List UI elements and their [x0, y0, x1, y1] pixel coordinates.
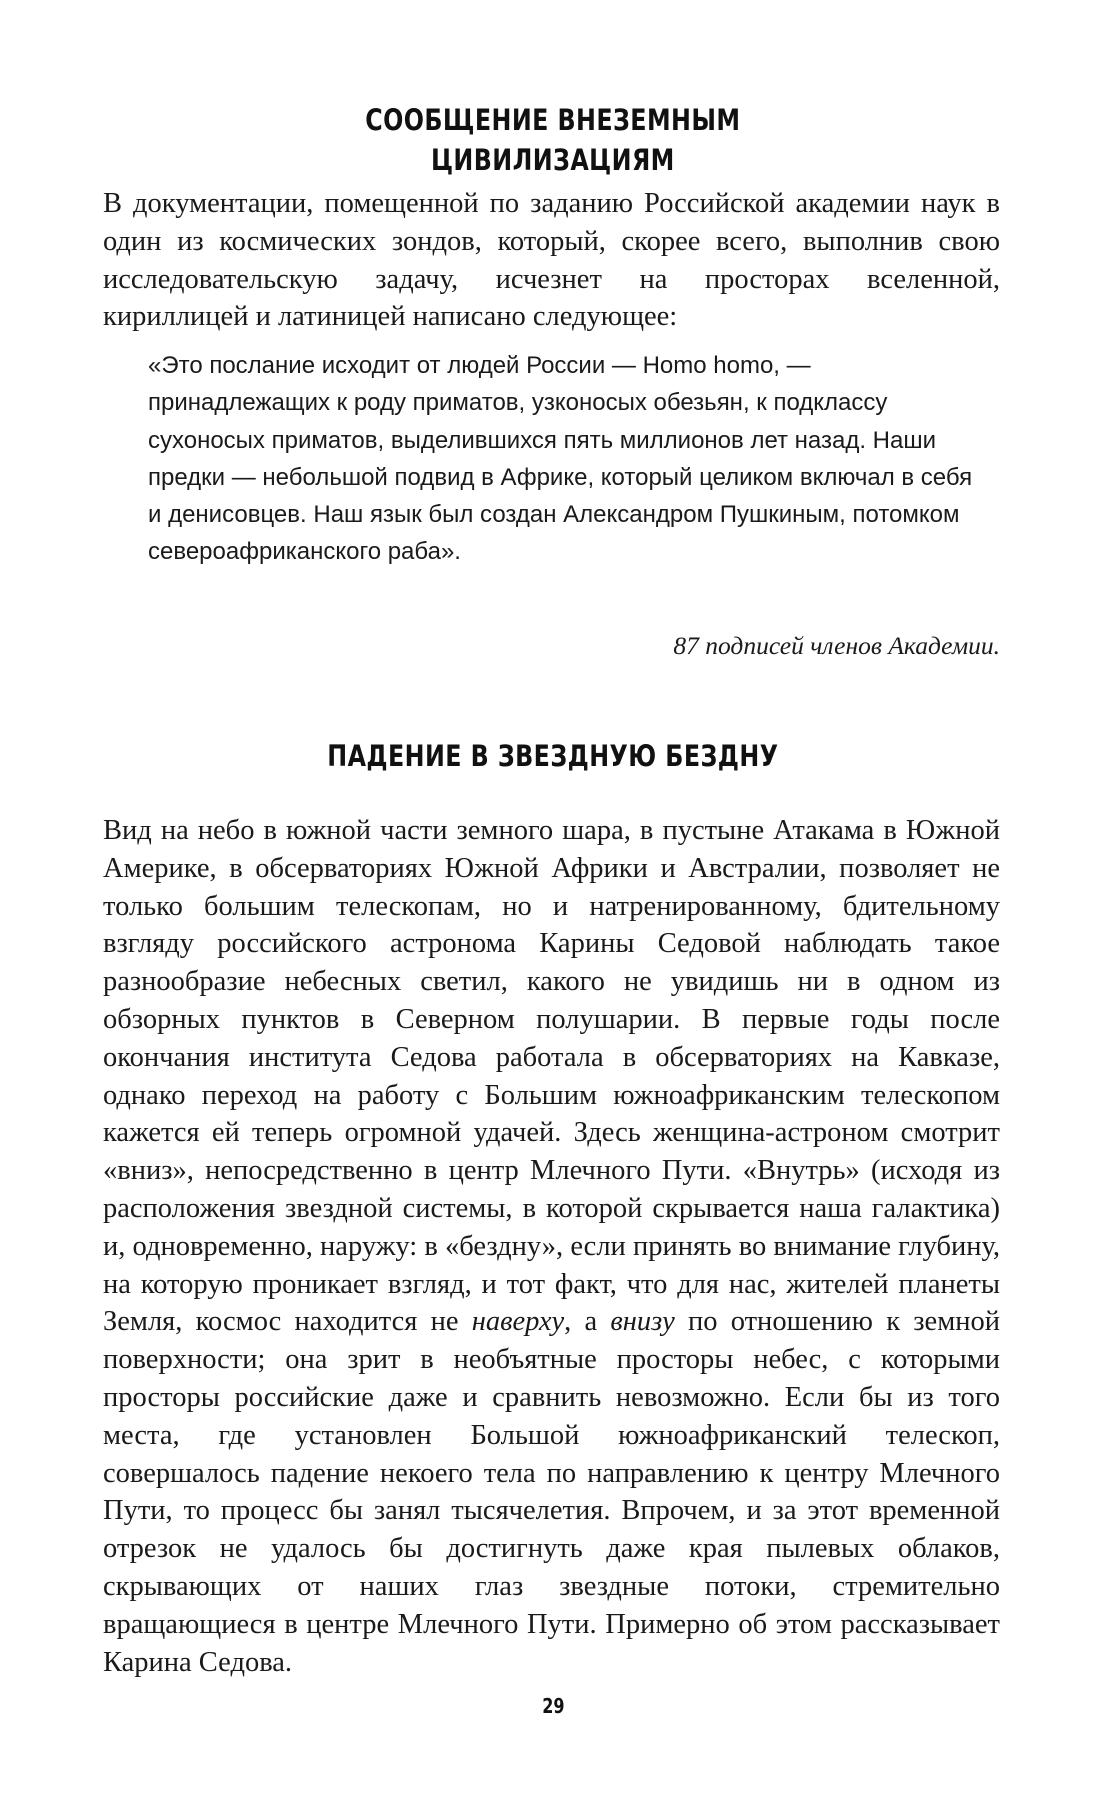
- intro-paragraph: В документации, помещенной по заданию Российской академии наук в один из космических зондов, который, скорее всего, выполнив свою исследовательскую задачу, исчезнет на просторах вселенной, кириллицей и латиницей написано следующее:: [103, 188, 1000, 333]
- quote-paragraph: «Это послание исходит от людей России — Homo homo, — принадлежащих к роду приматов, узконосых обезьян, к подклассу сухоносых приматов, выделившихся пять миллионов лет назад. Наши предки — небольшой подвид в Африке, который целиком включал в себя и денисовцев. Наш язык был создан Александром Пушкиным, потомком североафриканского раба».: [148, 352, 973, 566]
- paragraph-text-3: по отношению к земной поверхности; она зрит в необъятные просторы небес, с которыми просторы российские даже и сравнить невозможно. Если бы из того места, где установлен Большой южноафриканский телескоп, совершалось падение некоего тела по направлению к центру Млечного Пути, то процесс бы занял тысячелетия. Впрочем, и за этот временной отрезок не удалось бы достигнуть даже края пылевых облаков, скрывающих от наших глаз звездные потоки, стремительно вращающиеся в центре Млечного Пути. Примерно об этом рассказывает Карина Седова.: [103, 1306, 1000, 1678]
- emphasis-down: внизу: [610, 1306, 675, 1338]
- section-heading-abyss: [99, 736, 1007, 776]
- paragraph-text-2: , а: [564, 1306, 611, 1338]
- page-number: 29: [542, 1694, 565, 1718]
- heading-line-2: ЦИВИЛИЗАЦИЯМ: [430, 143, 675, 177]
- heading-line-1: СООБЩЕНИЕ ВНЕЗЕМНЫМ: [365, 103, 741, 137]
- paragraph-text-1: Вид на небо в южной части земного шара, в пустыне Атакама в Южной Америке, в обсерваториях Южной Африки и Австралии, позволяет не только большим телескопам, но и натренированному, бдительному взгляду российского астронома Карины Седовой наблюдать такое разнообразие небесных светил, какого не увидишь ни в одном из обзорных пунктов в Северном полушарии. В первые годы после окончания института Седова работала в обсерваториях на Кавказе, однако переход на работу с Большим южноафриканским телескопом кажется ей теперь огромной удачей. Здесь женщина-астроном смотрит «вниз», непосредственно в центр Млечного Пути. «Внутрь» (исходя из расположения звездной системы, в которой скрывается наша галактика) и, одновременно, наружу: в «бездну», если принять во внимание глубину, на которую проникает взгляд, и тот факт, что для нас, жителей планеты Земля, космос находится не: [103, 815, 1000, 1338]
- heading-line: ПАДЕНИЕ В ЗВЕЗДНУЮ БЕЗДНУ: [327, 739, 779, 773]
- emphasis-up: наверху: [471, 1306, 565, 1338]
- main-paragraph: [103, 812, 1000, 1681]
- section-heading-messages: [99, 100, 1007, 180]
- signature-line: 87 подписей членов Академии.: [673, 631, 1000, 660]
